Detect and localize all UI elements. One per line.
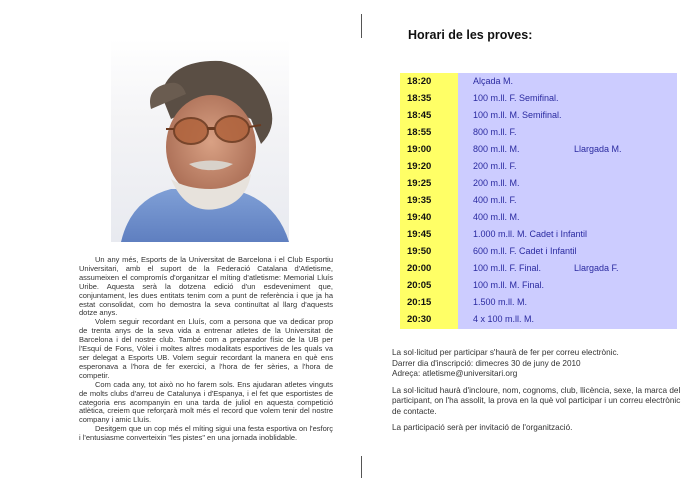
schedule-event: 100 m.ll. M. Final. — [473, 280, 545, 290]
schedule-time: 20:05 — [407, 280, 432, 291]
schedule-event: 100 m.ll. F. Semifinal. — [473, 93, 559, 103]
schedule-time: 19:00 — [407, 144, 432, 155]
schedule-event-secondary: Llargada F. — [574, 263, 619, 273]
schedule-table — [400, 73, 677, 329]
schedule-row — [400, 141, 677, 158]
schedule-event: 4 x 100 m.ll. M. — [473, 314, 535, 324]
schedule-event: 400 m.ll. F. — [473, 195, 517, 205]
schedule-row — [400, 192, 677, 209]
intro-paragraph-2: Volem seguir recordant en Lluís, com a persona que va dedicar prop de trenta anys de la seva vida a entrenar atletes de la Universitat de Barcelona i del nostre club. També com a preparador físic de la UB per l'Esquí de Fons, Vòlei i moltes altres modalitats esportives de les quals va ser delegat a Esports UB. Volem seguir recordant la manera en què ens esperonava a l'hora de fer exercici, a l'hora de fer sèries, a l'hora de competir. — [79, 317, 333, 380]
schedule-time: 19:45 — [407, 229, 432, 240]
schedule-row — [400, 158, 677, 175]
schedule-time: 20:15 — [407, 297, 432, 308]
schedule-time: 18:35 — [407, 93, 432, 104]
info-line-email: La sol·licitud per participar s'haurà de fer per correu electrònic. — [392, 348, 619, 357]
schedule-time: 18:20 — [407, 76, 432, 87]
schedule-row — [400, 311, 677, 328]
schedule-time: 20:00 — [407, 263, 432, 274]
schedule-row — [400, 294, 677, 311]
schedule-row — [400, 175, 677, 192]
schedule-title: Horari de les proves: — [408, 28, 533, 42]
schedule-time: 18:45 — [407, 110, 432, 121]
schedule-event: 800 m.ll. M. — [473, 144, 520, 154]
schedule-time: 20:30 — [407, 314, 432, 325]
schedule-row — [400, 226, 677, 243]
schedule-event: 100 m.ll. F. Final. — [473, 263, 542, 273]
schedule-event: 100 m.ll. M. Semifinal. — [473, 110, 562, 120]
schedule-time: 19:40 — [407, 212, 432, 223]
schedule-time: 19:35 — [407, 195, 432, 206]
schedule-event: 1.500 m.ll. M. — [473, 297, 528, 307]
schedule-row — [400, 107, 677, 124]
schedule-event: 200 m.ll. F. — [473, 161, 517, 171]
schedule-row — [400, 277, 677, 294]
intro-paragraph-3: Com cada any, tot això no ho farem sols. Ens ajudaran atletes vinguts de molts clubs d'arreu de Catalunya i d'Espanya, i el fet que esportistes de categoria ens acompanyin en una tarda de juliol en aquesta competició atlètica, creiem que reforçarà molt més el record que volem tenir del nostre company i amic Lluís. — [79, 379, 333, 425]
schedule-row — [400, 73, 677, 90]
schedule-time: 19:20 — [407, 161, 432, 172]
intro-paragraph-4: Desitgem que un cop més el míting sigui una festa esportiva on l'esforç i l'entusiasme converteixin "les pistes" en una jornada inoblidable. — [79, 424, 333, 443]
schedule-row — [400, 90, 677, 107]
schedule-event-secondary: Llargada M. — [574, 144, 622, 154]
schedule-time: 18:55 — [407, 127, 432, 138]
intro-paragraph-1: Un any més, Esports de la Universitat de Barcelona i el Club Esportiu Universitari, amb el suport de la Federació Catalana d'Atletisme, assumeixen el compromís d'organitzar el míting d'atletisme: Memorial Lluís Uribe. Aquesta serà la dotzena edició d'un esdeveniment que, conjuntament, les dues entitats tenim com a punt de referència i que ja ha estat consolidat, com ho demostra la seva continuïtat al llarg d'aquests dotze anys. — [79, 255, 333, 318]
schedule-row — [400, 243, 677, 260]
page-divider-top — [361, 14, 362, 38]
info-line-deadline: Darrer dia d'inscripció: dimecres 30 de juny de 2010 — [392, 358, 581, 368]
page-divider-bottom — [361, 456, 362, 478]
info-line-address: Adreça: atletisme@universitari.org — [392, 369, 518, 378]
info-line-invitation: La participació serà per invitació de l'organització. — [392, 423, 573, 432]
schedule-event: 200 m.ll. M. — [473, 178, 520, 188]
schedule-row — [400, 260, 677, 277]
schedule-event: 600 m.ll. F. Cadet i Infantil — [473, 246, 577, 256]
schedule-row — [400, 209, 677, 226]
intro-text — [79, 256, 333, 443]
schedule-time: 19:50 — [407, 246, 432, 257]
schedule-time: 19:25 — [407, 178, 432, 189]
info-line-requirements: La sol·licitud haurà d'incloure, nom, cognoms, club, llicència, sexe, la marca del participant, on l'ha assolit, la prova en la què vol participar i un correu electrònic de contacte. — [392, 385, 681, 416]
portrait-photo — [111, 39, 289, 242]
registration-info — [392, 348, 686, 434]
schedule-event: 800 m.ll. F. — [473, 127, 517, 137]
schedule-row — [400, 124, 677, 141]
schedule-event: 400 m.ll. M. — [473, 212, 520, 222]
schedule-event: 1.000 m.ll. M. Cadet i Infantil — [473, 229, 588, 239]
schedule-event: Alçada M. — [473, 76, 514, 86]
